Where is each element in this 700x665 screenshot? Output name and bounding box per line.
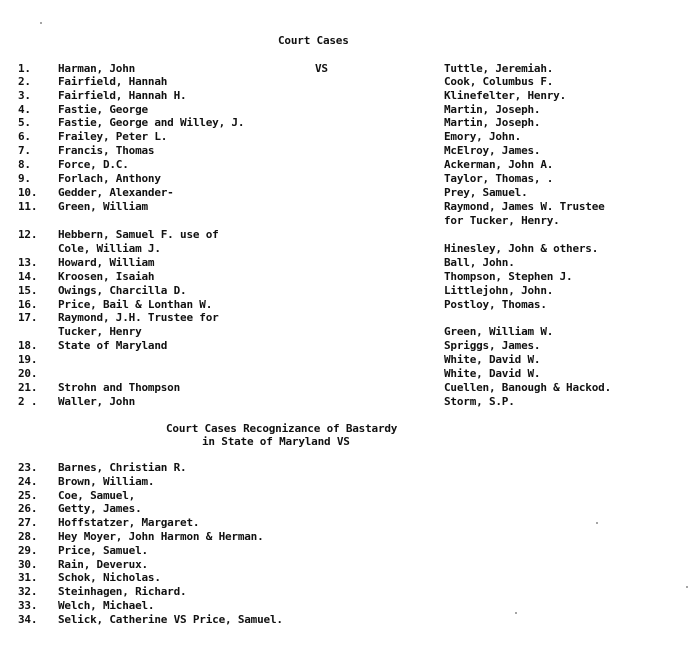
case-number: 6. <box>18 130 31 143</box>
case-number: 14. <box>18 270 38 283</box>
case-defendant: Martin, Joseph. <box>444 103 541 116</box>
case-plaintiff: Fairfield, Hannah H. <box>58 89 187 102</box>
recognizance-name: Hey Moyer, John Harmon & Herman. <box>58 530 264 543</box>
case-defendant: White, David W. <box>444 367 541 380</box>
case-plaintiff: Tucker, Henry <box>58 325 142 338</box>
case-plaintiff: Raymond, J.H. Trustee for <box>58 311 219 324</box>
case-plaintiff: Gedder, Alexander- <box>58 186 174 199</box>
case-defendant: Thompson, Stephen J. <box>444 270 573 283</box>
case-defendant: Martin, Joseph. <box>444 116 541 129</box>
case-number: 13. <box>18 256 38 269</box>
recognizance-number: 24. <box>18 474 38 488</box>
case-plaintiff: Price, Bail & Lonthan W. <box>58 298 213 311</box>
section-title-line-1: Court Cases Recognizance of Bastardy <box>166 422 398 435</box>
case-plaintiff: Fairfield, Hannah <box>58 75 168 88</box>
case-plaintiff: Fastie, George <box>58 103 148 116</box>
case-number: 18. <box>18 339 38 352</box>
case-defendant: Prey, Samuel. <box>444 186 528 199</box>
scan-speck <box>515 612 517 614</box>
case-number: 16. <box>18 298 38 311</box>
recognizance-number: 31. <box>18 571 38 585</box>
recognizance-name: Barnes, Christian R. <box>58 461 187 474</box>
case-number: 8. <box>18 158 31 171</box>
case-defendant: McElroy, James. <box>444 144 541 157</box>
page-title: Court Cases <box>278 34 349 47</box>
recognizance-name: Hoffstatzer, Margaret. <box>58 516 200 530</box>
recognizance-number: 23. <box>18 461 38 474</box>
case-defendant: Taylor, Thomas, . <box>444 172 554 185</box>
recognizance-name: Rain, Deverux. <box>58 557 148 571</box>
vs-label: VS <box>315 62 328 75</box>
case-plaintiff: Waller, John <box>58 395 136 408</box>
section-title-line-2: in State of Maryland VS <box>202 435 350 448</box>
case-plaintiff: Hebbern, Samuel F. use of <box>58 228 219 241</box>
scan-speck <box>40 22 42 24</box>
case-number: 21. <box>18 381 38 394</box>
recognizance-name: Getty, James. <box>58 502 142 516</box>
case-defendant: for Tucker, Henry. <box>444 214 560 227</box>
case-number: 12. <box>18 228 38 241</box>
case-defendant: Raymond, James W. Trustee <box>444 200 605 213</box>
recognizance-name: Brown, William. <box>58 474 155 488</box>
case-number: 17. <box>18 311 38 324</box>
recognizance-number: 33. <box>18 599 38 612</box>
case-plaintiff: Cole, William J. <box>58 242 161 255</box>
case-number: 1. <box>18 62 31 75</box>
case-defendant: Postloy, Thomas. <box>444 298 547 311</box>
case-defendant: Hinesley, John & others. <box>444 242 599 255</box>
case-plaintiff: Frailey, Peter L. <box>58 130 168 143</box>
case-number: 4. <box>18 103 31 116</box>
recognizance-number: 32. <box>18 585 38 599</box>
case-number: 20. <box>18 367 38 380</box>
case-defendant: Green, William W. <box>444 325 554 338</box>
case-plaintiff: Green, William <box>58 200 148 213</box>
recognizance-number: 28. <box>18 530 38 543</box>
case-plaintiff: State of Maryland <box>58 339 168 352</box>
case-number: 11. <box>18 200 38 213</box>
case-plaintiff: Howard, William <box>58 256 155 269</box>
recognizance-number: 34. <box>18 612 38 626</box>
scan-speck <box>596 522 598 524</box>
case-plaintiff: Kroosen, Isaiah <box>58 270 155 283</box>
recognizance-number: 30. <box>18 557 38 571</box>
recognizance-name: Schok, Nicholas. <box>58 571 161 585</box>
recognizance-name: Steinhagen, Richard. <box>58 585 187 599</box>
recognizance-name: Welch, Michael. <box>58 599 155 612</box>
case-defendant: Spriggs, James. <box>444 339 541 352</box>
case-defendant: Emory, John. <box>444 130 522 143</box>
case-number: 9. <box>18 172 31 185</box>
case-plaintiff: Owings, Charcilla D. <box>58 284 187 297</box>
case-number: 15. <box>18 284 38 297</box>
case-plaintiff: Harman, John <box>58 62 136 75</box>
case-defendant: Storm, S.P. <box>444 395 515 408</box>
case-number: 19. <box>18 353 38 366</box>
scan-speck <box>686 586 688 588</box>
case-plaintiff: Fastie, George and Willey, J. <box>58 116 245 129</box>
case-number: 5. <box>18 116 31 129</box>
case-defendant: White, David W. <box>444 353 541 366</box>
recognizance-name: Selick, Catherine VS Price, Samuel. <box>58 612 283 626</box>
case-number: 2. <box>18 75 31 88</box>
case-number: 2 . <box>18 395 38 408</box>
case-number: 3. <box>18 89 31 102</box>
case-defendant: Klinefelter, Henry. <box>444 89 567 102</box>
recognizance-number: 25. <box>18 488 38 502</box>
case-defendant: Cuellen, Banough & Hackod. <box>444 381 611 394</box>
case-defendant: Ball, John. <box>444 256 515 269</box>
case-plaintiff: Francis, Thomas <box>58 144 155 157</box>
case-defendant: Littlejohn, John. <box>444 284 554 297</box>
case-defendant: Cook, Columbus F. <box>444 75 554 88</box>
recognizance-name: Price, Samuel. <box>58 543 148 557</box>
case-number: 10. <box>18 186 38 199</box>
case-defendant: Ackerman, John A. <box>444 158 554 171</box>
recognizance-number: 29. <box>18 543 38 557</box>
recognizance-number: 27. <box>18 516 38 530</box>
case-plaintiff: Strohn and Thompson <box>58 381 181 394</box>
case-plaintiff: Forlach, Anthony <box>58 172 161 185</box>
recognizance-name: Coe, Samuel, <box>58 488 136 502</box>
case-plaintiff: Force, D.C. <box>58 158 129 171</box>
recognizance-number: 26. <box>18 502 38 516</box>
case-number: 7. <box>18 144 31 157</box>
case-defendant: Tuttle, Jeremiah. <box>444 62 554 75</box>
